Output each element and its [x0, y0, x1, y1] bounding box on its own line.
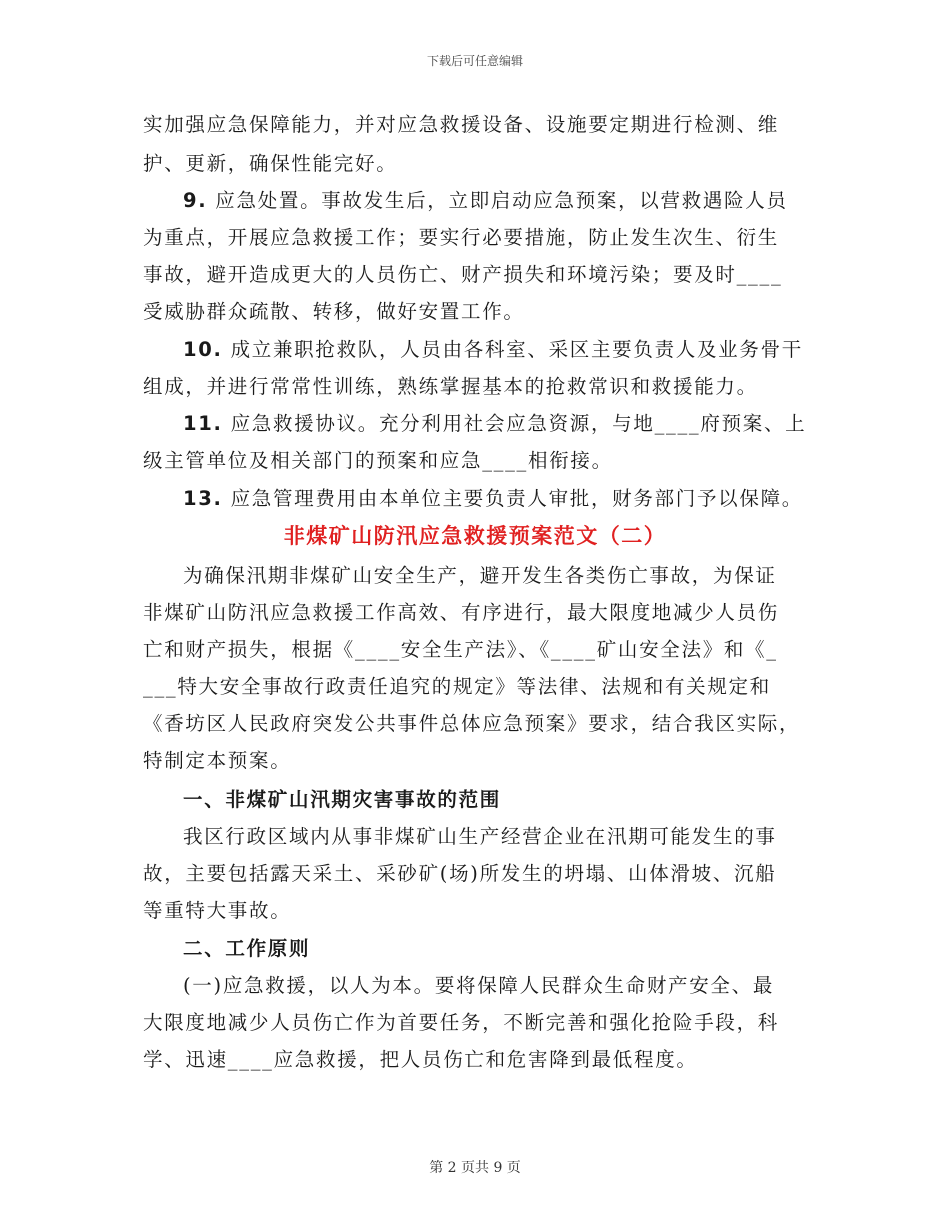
paragraph-line: 事故，避开造成更大的人员伤亡、财产损失和环境污染；要及时____	[143, 263, 783, 286]
paragraph-line: 实加强应急保障能力，并对应急救援设备、设施要定期进行检测、维	[143, 113, 780, 136]
section-title: 非煤矿山防汛应急救援预案范文（二）	[283, 523, 667, 548]
list-item-10	[183, 335, 803, 365]
list-item-11	[183, 409, 806, 439]
list-item-13	[183, 484, 803, 514]
paragraph-line: (一)应急救援，以人为本。要将保障人民群众生命财产安全、最	[183, 974, 775, 997]
paragraph-line: 受威胁群众疏散、转移，做好安置工作。	[143, 300, 525, 323]
page-header: 下载后可任意编辑	[426, 54, 523, 68]
item-number: 10.	[183, 338, 223, 361]
paragraph-line: 级主管单位及相关部门的预案和应急____相衔接。	[143, 449, 613, 472]
item-number: 9.	[183, 189, 208, 212]
subsection-heading: 二、工作原则	[183, 937, 311, 960]
page-footer: 第 2 页共 9 页	[429, 1160, 521, 1176]
paragraph-line: 应急管理费用由本单位主要负责人审批，财务部门予以保障。	[230, 487, 803, 510]
paragraph-line: 特制定本预案。	[143, 749, 292, 772]
paragraph-line: 等重特大事故。	[143, 899, 292, 922]
paragraph-line: 《香坊区人民政府突发公共事件总体应急预案》要求，结合我区实际，	[143, 712, 801, 735]
paragraph-line: 我区行政区域内从事非煤矿山生产经营企业在汛期可能发生的事	[183, 825, 777, 848]
paragraph-line: 故，主要包括露天采土、采砂矿(场)所发生的坍塌、山体滑坡、沉船	[143, 862, 777, 885]
paragraph-line: 组成，并进行常常性训练，熟练掌握基本的抢救常识和救援能力。	[143, 375, 758, 398]
item-number: 13.	[183, 487, 223, 510]
paragraph-line: 为重点，开展应急救援工作；要实行必要措施，防止发生次生、衍生	[143, 226, 780, 249]
paragraph-line: 护、更新，确保性能完好。	[143, 152, 398, 175]
paragraph-line: 成立兼职抢救队，人员由各科室、采区主要负责人及业务骨干	[230, 338, 803, 361]
list-item-9	[183, 186, 788, 216]
paragraph-line: 应急救援协议。充分利用社会应急资源，与地____府预案、上	[230, 412, 807, 435]
paragraph-line: 非煤矿山防汛应急救援工作高效、有序进行，最大限度地减少人员伤	[143, 601, 780, 624]
subsection-heading: 一、非煤矿山汛期灾害事故的范围	[183, 788, 502, 811]
paragraph-line: 为确保汛期非煤矿山安全生产，避开发生各类伤亡事故，为保证	[183, 564, 777, 587]
paragraph-line: 应急处置。事故发生后，立即启动应急预案，以营救遇险人员	[215, 189, 788, 212]
paragraph-line: ___特大安全事故行政责任追究的规定》等法律、法规和有关规定和	[143, 675, 771, 698]
paragraph-line: 学、迅速____应急救援，把人员伤亡和危害降到最低程度。	[143, 1048, 698, 1071]
paragraph-line: 大限度地减少人员伤亡作为首要任务，不断完善和强化抢险手段，科	[143, 1011, 780, 1034]
item-number: 11.	[183, 412, 223, 435]
paragraph-line: 亡和财产损失，根据《____安全生产法》、《____矿山安全法》和《_	[143, 638, 778, 661]
